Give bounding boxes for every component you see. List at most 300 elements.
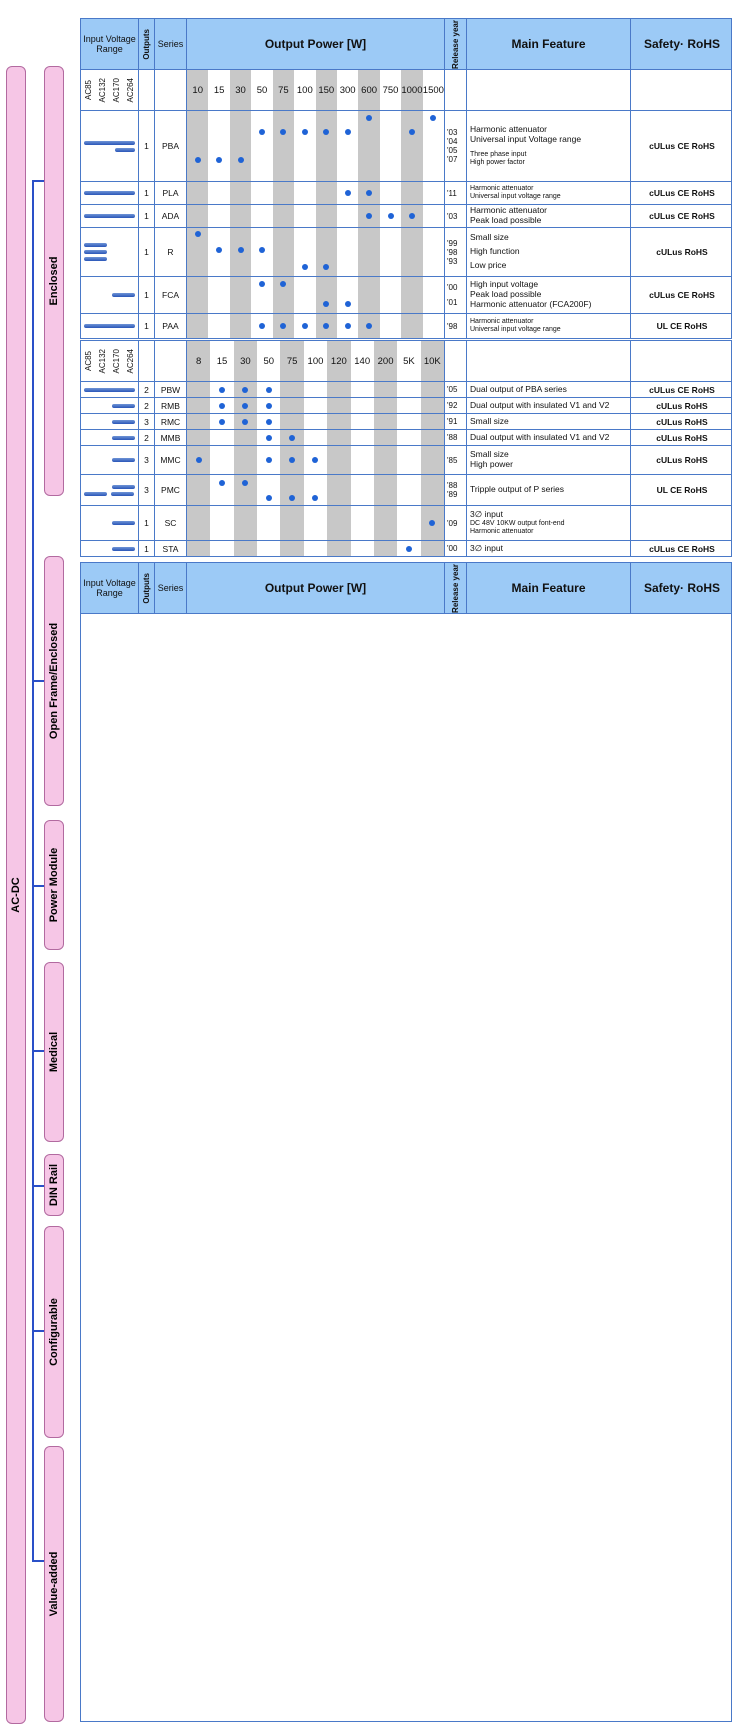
voltage-bars bbox=[81, 430, 139, 445]
header-input: Input Voltage Range bbox=[81, 563, 139, 613]
safety-cell: cULus CE RoHS bbox=[649, 141, 715, 151]
safety-cell: cULus CE RoHS bbox=[649, 188, 715, 198]
series-cell: PBW bbox=[155, 382, 187, 397]
series-cell: SC bbox=[155, 506, 187, 540]
feature-cell bbox=[467, 475, 631, 505]
feature-cell bbox=[467, 277, 631, 313]
power-dot bbox=[323, 264, 329, 270]
bar bbox=[84, 141, 135, 145]
header-power: Output Power [W] bbox=[187, 563, 445, 613]
power-cell bbox=[187, 446, 445, 474]
tick: 300 bbox=[339, 84, 356, 96]
tick: 5K bbox=[403, 355, 415, 367]
bar bbox=[112, 485, 135, 489]
power-dot bbox=[195, 157, 201, 163]
power-dot bbox=[409, 213, 415, 219]
bar bbox=[112, 420, 135, 424]
feature-cell bbox=[467, 446, 631, 474]
table-row bbox=[81, 446, 731, 475]
year-cell bbox=[445, 205, 467, 227]
series-cell: PAA bbox=[155, 314, 187, 338]
table-header bbox=[81, 19, 731, 70]
power-cell bbox=[187, 277, 445, 313]
connector-h7 bbox=[32, 1560, 44, 1562]
power-dot bbox=[242, 387, 248, 393]
voltage-bars bbox=[81, 414, 139, 429]
safety-cell: UL CE RoHS bbox=[656, 321, 708, 331]
year: '11 bbox=[447, 188, 457, 198]
bar bbox=[84, 257, 107, 261]
table-row bbox=[81, 398, 731, 414]
power-cell bbox=[187, 182, 445, 204]
volts-cell bbox=[81, 70, 139, 110]
blank bbox=[631, 341, 733, 381]
table-row bbox=[81, 541, 731, 556]
year-cell bbox=[445, 506, 467, 540]
blank bbox=[139, 70, 155, 110]
ticks-cell bbox=[187, 341, 445, 381]
series-cell: MMC bbox=[155, 446, 187, 474]
group-open-frame-text: Open Frame/Enclosed bbox=[48, 622, 60, 740]
header-year-text: Release year bbox=[451, 19, 460, 69]
volt-label: AC85 bbox=[83, 350, 93, 371]
power-dot bbox=[430, 115, 436, 121]
year: '92 bbox=[447, 401, 458, 410]
year: '89 bbox=[447, 490, 458, 499]
power-dot bbox=[345, 323, 351, 329]
year-cell bbox=[445, 111, 467, 181]
table-row bbox=[81, 314, 731, 338]
enclosed-table bbox=[80, 18, 732, 339]
header-year bbox=[445, 563, 467, 613]
voltage-bars bbox=[81, 111, 139, 181]
power-dot bbox=[216, 247, 222, 253]
outputs-cell: 1 bbox=[139, 541, 155, 556]
safety-cell: cULus CE RoHS bbox=[649, 543, 715, 554]
year: '03 bbox=[447, 211, 458, 221]
voltage-bars bbox=[81, 228, 139, 276]
power-dot bbox=[302, 264, 308, 270]
power-dot bbox=[259, 247, 265, 253]
feature-line: Small size bbox=[470, 415, 509, 426]
blank bbox=[155, 341, 187, 381]
voltage-bars bbox=[81, 475, 139, 505]
feature-line: High function bbox=[470, 246, 520, 257]
voltage-bars bbox=[81, 205, 139, 227]
feature-line: Harmonic attenuator bbox=[470, 205, 548, 216]
year-cell bbox=[445, 446, 467, 474]
tick: 1000 bbox=[401, 70, 422, 110]
series-cell: RMC bbox=[155, 414, 187, 429]
bar bbox=[84, 214, 135, 218]
blank bbox=[445, 341, 467, 381]
feature-cell bbox=[467, 382, 631, 397]
blank bbox=[139, 341, 155, 381]
series-cell: PMC bbox=[155, 475, 187, 505]
feature-cell bbox=[467, 314, 631, 338]
safety-cell: cULus RoHS bbox=[656, 400, 708, 411]
series-cell: STA bbox=[155, 541, 187, 556]
header-outputs-text: Outputs bbox=[142, 28, 151, 60]
connector-h5 bbox=[32, 1185, 44, 1187]
safety-cell: UL CE RoHS bbox=[656, 485, 708, 495]
header-year-text: Release year bbox=[451, 563, 460, 613]
safety-cell: cULus CE RoHS bbox=[649, 384, 715, 395]
year: '01 bbox=[447, 298, 458, 307]
power-cell bbox=[187, 414, 445, 429]
feature-line: 3∅ input bbox=[470, 542, 503, 553]
feature-line: Universal input Voltage range bbox=[470, 133, 582, 144]
year: '00 bbox=[447, 544, 458, 553]
year: '98 bbox=[447, 247, 458, 257]
feature-line: High power factor bbox=[470, 158, 525, 166]
other-groups-table bbox=[80, 562, 732, 1722]
power-dot bbox=[345, 190, 351, 196]
bar bbox=[112, 547, 135, 551]
power-dot bbox=[195, 231, 201, 237]
power-dot bbox=[289, 457, 295, 463]
volt-label: AC264 bbox=[126, 77, 136, 103]
outputs-cell: 2 bbox=[139, 398, 155, 413]
volt-label: AC132 bbox=[97, 348, 107, 374]
year-cell bbox=[445, 414, 467, 429]
tick: 120 bbox=[327, 341, 350, 381]
feature-line: Harmonic attenuator bbox=[470, 317, 534, 325]
year: '91 bbox=[447, 417, 458, 426]
bar bbox=[112, 293, 135, 297]
tick: 140 bbox=[354, 355, 371, 367]
bar bbox=[111, 492, 134, 496]
power-cell bbox=[187, 228, 445, 276]
tick: 10 bbox=[187, 70, 208, 110]
scale-row-2 bbox=[81, 341, 731, 382]
power-dot bbox=[216, 157, 222, 163]
power-dot bbox=[366, 190, 372, 196]
connector-h4 bbox=[32, 1050, 44, 1052]
voltage-bars bbox=[81, 382, 139, 397]
feature-line: Dual output with insulated V1 and V2 bbox=[470, 399, 610, 410]
voltage-bars bbox=[81, 277, 139, 313]
tick: 15 bbox=[213, 84, 225, 96]
tick: 200 bbox=[374, 341, 397, 381]
volt-label: AC132 bbox=[97, 77, 107, 103]
multi-output-table bbox=[80, 340, 732, 557]
ac-dc-label bbox=[6, 66, 26, 1724]
connector-h2 bbox=[32, 680, 44, 682]
bar bbox=[112, 458, 135, 462]
volts-cell bbox=[81, 341, 139, 381]
power-dot bbox=[302, 323, 308, 329]
power-dot bbox=[219, 387, 225, 393]
outputs-cell: 3 bbox=[139, 475, 155, 505]
bar bbox=[84, 324, 135, 328]
power-dot bbox=[219, 419, 225, 425]
safety-cell: cULus RoHS bbox=[656, 416, 708, 427]
series-cell: PBA bbox=[155, 111, 187, 181]
group-enclosed bbox=[44, 66, 64, 496]
outputs-cell: 1 bbox=[139, 228, 155, 276]
feature-cell bbox=[467, 182, 631, 204]
table-row bbox=[81, 414, 731, 430]
power-dot bbox=[259, 129, 265, 135]
voltage-bars bbox=[81, 398, 139, 413]
year: '03 bbox=[447, 128, 458, 137]
power-dot bbox=[429, 520, 435, 526]
power-dot bbox=[259, 281, 265, 287]
feature-line: High power bbox=[470, 459, 513, 469]
year: '99 bbox=[447, 238, 458, 248]
power-dot bbox=[266, 435, 272, 441]
volt-label: AC170 bbox=[112, 348, 122, 374]
year-cell bbox=[445, 475, 467, 505]
power-dot bbox=[280, 323, 286, 329]
power-dot bbox=[280, 281, 286, 287]
power-dot bbox=[302, 129, 308, 135]
power-dot bbox=[312, 495, 318, 501]
feature-line: Harmonic attenuator bbox=[470, 527, 534, 535]
power-dot bbox=[289, 435, 295, 441]
connector-h6 bbox=[32, 1330, 44, 1332]
voltage-bars bbox=[81, 314, 139, 338]
power-cell bbox=[187, 382, 445, 397]
header-input: Input Voltage Range bbox=[81, 19, 139, 69]
series-cell: R bbox=[155, 228, 187, 276]
year: '09 bbox=[447, 518, 458, 528]
tick: 8 bbox=[187, 341, 210, 381]
tick: 50 bbox=[256, 84, 268, 96]
feature-line: Small size bbox=[470, 449, 509, 460]
year: '98 bbox=[447, 321, 458, 331]
feature-line: Three phase input bbox=[470, 150, 527, 158]
year: '88 bbox=[447, 433, 458, 442]
year: '00 bbox=[447, 283, 458, 292]
feature-line: Universal input voltage range bbox=[470, 193, 561, 200]
power-dot bbox=[259, 323, 265, 329]
voltage-bars bbox=[81, 541, 139, 556]
feature-cell bbox=[467, 111, 631, 181]
year: '07 bbox=[447, 155, 458, 164]
connector-line bbox=[32, 180, 34, 1560]
power-cell bbox=[187, 430, 445, 445]
blank bbox=[467, 70, 631, 110]
tick: 150 bbox=[316, 70, 337, 110]
volt-label: AC264 bbox=[126, 348, 136, 374]
bar bbox=[84, 243, 107, 247]
power-dot bbox=[266, 403, 272, 409]
power-cell bbox=[187, 506, 445, 540]
bar bbox=[84, 250, 107, 254]
feature-line: Peak load possible bbox=[470, 215, 542, 225]
feature-line: Harmonic attenuator bbox=[470, 184, 534, 192]
table-row bbox=[81, 111, 731, 182]
header-safety: Safety· RoHS bbox=[643, 37, 720, 51]
series-cell: ADA bbox=[155, 205, 187, 227]
blank bbox=[445, 70, 467, 110]
feature-cell bbox=[467, 541, 631, 556]
power-dot bbox=[242, 403, 248, 409]
series-cell: MMB bbox=[155, 430, 187, 445]
feature-line: DC 48V 10KW output font-end bbox=[470, 519, 565, 527]
feature-line: Dual output of PBA series bbox=[470, 383, 567, 394]
power-dot bbox=[409, 129, 415, 135]
feature-cell bbox=[467, 398, 631, 413]
year: '04 bbox=[447, 137, 458, 146]
power-dot bbox=[238, 247, 244, 253]
year-cell bbox=[445, 541, 467, 556]
outputs-cell: 3 bbox=[139, 446, 155, 474]
header-safety: Safety· RoHS bbox=[643, 581, 720, 595]
scale-row-1 bbox=[81, 70, 731, 111]
header-feature: Main Feature bbox=[467, 19, 631, 69]
connector-h1 bbox=[32, 180, 44, 182]
tick: 750 bbox=[382, 84, 399, 96]
bar bbox=[115, 148, 135, 152]
ticks-cell bbox=[187, 70, 445, 110]
feature-line: 3∅ input bbox=[470, 509, 503, 520]
series-cell: PLA bbox=[155, 182, 187, 204]
power-dot bbox=[312, 457, 318, 463]
power-dot bbox=[323, 301, 329, 307]
feature-cell bbox=[467, 205, 631, 227]
group-open-frame bbox=[44, 556, 64, 806]
tick: 30 bbox=[234, 341, 257, 381]
year: '05 bbox=[447, 146, 458, 155]
feature-line: Tripple output of P series bbox=[470, 484, 565, 495]
outputs-cell: 2 bbox=[139, 430, 155, 445]
header-outputs bbox=[139, 563, 155, 613]
group-power-module-text: Power Module bbox=[48, 847, 60, 923]
outputs-cell: 1 bbox=[139, 506, 155, 540]
group-din-rail-text: DIN Rail bbox=[48, 1163, 60, 1207]
year: '85 bbox=[447, 455, 458, 465]
feature-line: Small size bbox=[470, 232, 509, 243]
group-medical-text: Medical bbox=[48, 1031, 60, 1073]
power-cell bbox=[187, 111, 445, 181]
table-row bbox=[81, 182, 731, 205]
safety-cell: cULus RoHS bbox=[656, 247, 708, 257]
outputs-cell: 1 bbox=[139, 182, 155, 204]
feature-cell bbox=[467, 506, 631, 540]
ac-dc-text: AC-DC bbox=[10, 877, 22, 913]
safety-cell bbox=[631, 506, 733, 540]
feature-cell bbox=[467, 414, 631, 429]
power-dot bbox=[238, 157, 244, 163]
bar bbox=[84, 388, 135, 392]
feature-line: Harmonic attenuator (FCA200F) bbox=[470, 298, 592, 309]
feature-line: Peak load possible bbox=[470, 289, 542, 300]
series-cell: RMB bbox=[155, 398, 187, 413]
tick: 10K bbox=[421, 341, 444, 381]
table-row bbox=[81, 506, 731, 541]
power-dot bbox=[266, 495, 272, 501]
blank bbox=[467, 341, 631, 381]
group-medical bbox=[44, 962, 64, 1142]
table-row bbox=[81, 382, 731, 398]
tick: 15 bbox=[216, 355, 228, 367]
tick: 100 bbox=[307, 355, 324, 367]
power-dot bbox=[388, 213, 394, 219]
voltage-bars bbox=[81, 506, 139, 540]
group-configurable-text: Configurable bbox=[48, 1298, 60, 1366]
year-cell bbox=[445, 430, 467, 445]
power-dot bbox=[366, 213, 372, 219]
safety-cell: cULus RoHS bbox=[656, 432, 708, 443]
power-dot bbox=[266, 419, 272, 425]
feature-line: Dual output with insulated V1 and V2 bbox=[470, 431, 610, 442]
power-dot bbox=[345, 129, 351, 135]
blank bbox=[631, 70, 733, 110]
tick: 75 bbox=[280, 341, 303, 381]
year-cell bbox=[445, 182, 467, 204]
series-cell: FCA bbox=[155, 277, 187, 313]
power-cell bbox=[187, 541, 445, 556]
tick: 1500 bbox=[422, 84, 444, 96]
power-dot bbox=[219, 403, 225, 409]
year: '93 bbox=[447, 256, 458, 266]
feature-cell bbox=[467, 228, 631, 276]
year-cell bbox=[445, 228, 467, 276]
outputs-cell: 1 bbox=[139, 111, 155, 181]
feature-line: High input voltage bbox=[470, 279, 539, 290]
voltage-bars bbox=[81, 182, 139, 204]
group-configurable bbox=[44, 1226, 64, 1438]
safety-cell: cULus RoHS bbox=[656, 455, 708, 465]
table-row bbox=[81, 228, 731, 277]
power-dot bbox=[219, 480, 225, 486]
power-dot bbox=[289, 495, 295, 501]
tick: 100 bbox=[296, 84, 313, 96]
bar bbox=[84, 191, 135, 195]
header-series: Series bbox=[155, 563, 187, 613]
outputs-cell: 1 bbox=[139, 277, 155, 313]
volt-label: AC85 bbox=[83, 79, 93, 100]
feature-line: Low price bbox=[470, 259, 507, 270]
group-enclosed-text: Enclosed bbox=[48, 256, 60, 306]
power-dot bbox=[242, 419, 248, 425]
volt-label: AC170 bbox=[112, 77, 122, 103]
feature-line: Harmonic attenuator bbox=[470, 124, 548, 135]
safety-cell: cULus CE RoHS bbox=[649, 211, 715, 221]
tick: 600 bbox=[358, 70, 379, 110]
power-cell bbox=[187, 314, 445, 338]
header-year bbox=[445, 19, 467, 69]
tick: 50 bbox=[263, 355, 275, 367]
year-cell bbox=[445, 398, 467, 413]
power-dot bbox=[266, 457, 272, 463]
blank bbox=[155, 70, 187, 110]
group-value-added-text: Value-added bbox=[48, 1551, 60, 1617]
power-cell bbox=[187, 398, 445, 413]
power-dot bbox=[323, 129, 329, 135]
table-row bbox=[81, 430, 731, 446]
power-dot bbox=[366, 115, 372, 121]
group-din-rail bbox=[44, 1154, 64, 1216]
table-row bbox=[81, 475, 731, 506]
power-dot bbox=[280, 129, 286, 135]
power-dot bbox=[366, 323, 372, 329]
year-cell bbox=[445, 277, 467, 313]
connector-h3 bbox=[32, 885, 44, 887]
bar bbox=[112, 436, 135, 440]
power-cell bbox=[187, 475, 445, 505]
voltage-bars bbox=[81, 446, 139, 474]
table-row bbox=[81, 277, 731, 314]
safety-cell: cULus CE RoHS bbox=[649, 290, 715, 300]
header-feature: Main Feature bbox=[467, 563, 631, 613]
feature-line: Universal input voltage range bbox=[470, 326, 561, 333]
power-dot bbox=[406, 546, 412, 552]
outputs-cell: 2 bbox=[139, 382, 155, 397]
